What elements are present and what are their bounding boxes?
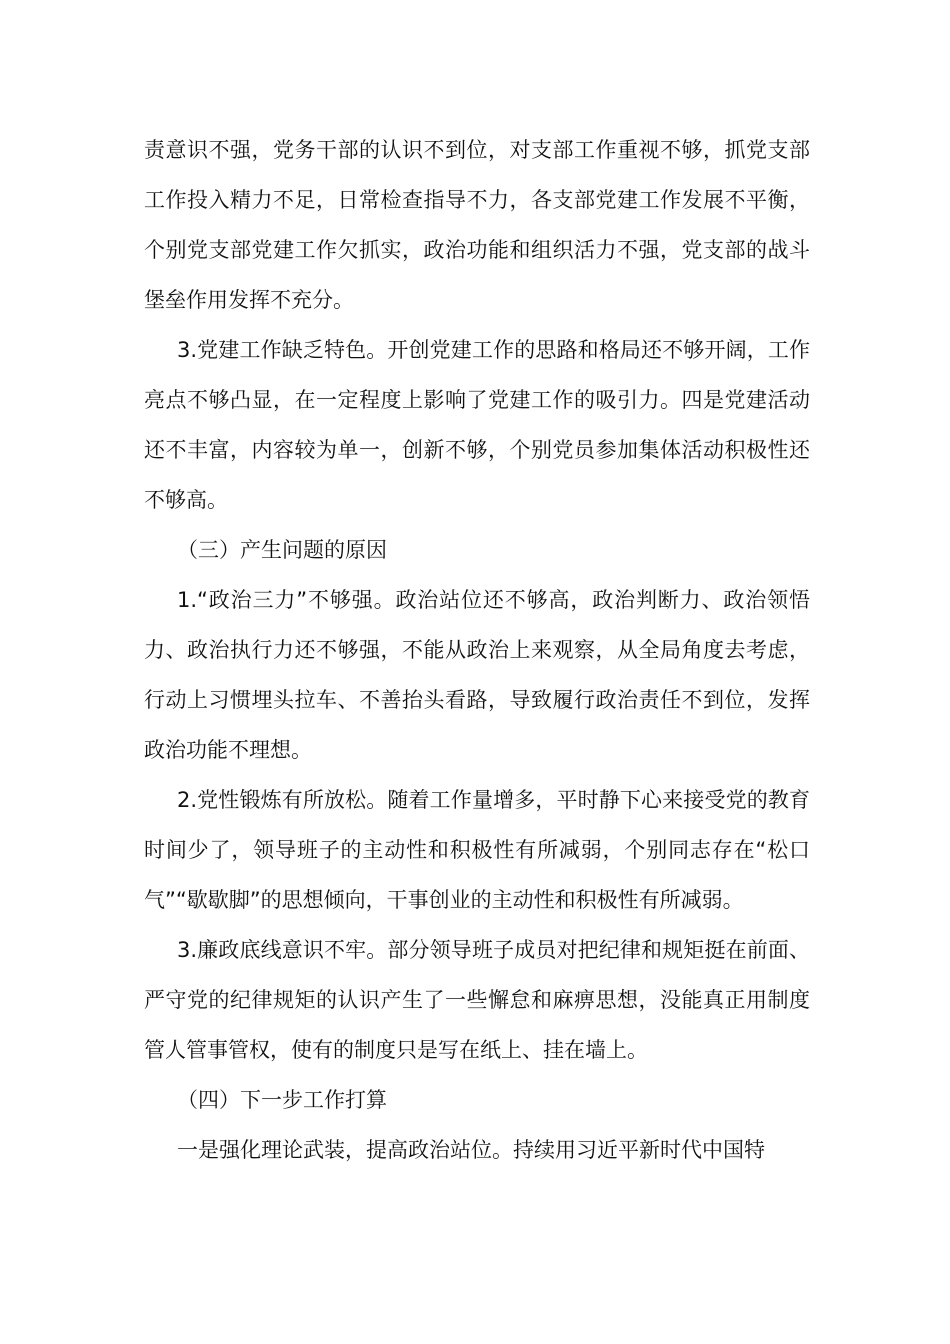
section-heading-3: （三）产生问题的原因 [177, 538, 387, 562]
paragraph-plan-1: 一是强化理论武装，提高政治站位。持续用习近平新时代中国特 [177, 1138, 765, 1162]
document-body [144, 125, 810, 1175]
paragraph-reason-1: 1.“政治三力”不够强。政治站位还不够高，政治判断力、政治领悟力、政治执行力还不够强，不能从政治上来观察，从全局角度去考虑，行动上习惯埋头拉车、不善抬头看路，导致履行政治责任不到位，发挥政治功能不理想。 [144, 588, 810, 762]
paragraph-reason-3: 3.廉政底线意识不牢。部分领导班子成员对把纪律和规矩挺在前面、严守党的纪律规矩的认识产生了一些懈怠和麻痹思想，没能真正用制度管人管事管权，使有的制度只是写在纸上、挂在墙上。 [144, 938, 810, 1062]
paragraph-reason-2: 2.党性锻炼有所放松。随着工作量增多，平时静下心来接受党的教育时间少了，领导班子的主动性和积极性有所减弱，个别同志存在“松口气”“歇歇脚”的思想倾向，干事创业的主动性和积极性有所减弱。 [144, 788, 810, 912]
paragraph-continuation: 责意识不强，党务干部的认识不到位，对支部工作重视不够，抓党支部工作投入精力不足，日常检查指导不力，各支部党建工作发展不平衡，个别党支部党建工作欠抓实，政治功能和组织活力不强，党支部的战斗堡垒作用发挥不充分。 [144, 138, 810, 312]
paragraph-point-3-party-building: 3.党建工作缺乏特色。开创党建工作的思路和格局还不够开阔，工作亮点不够凸显，在一定程度上影响了党建工作的吸引力。四是党建活动还不丰富，内容较为单一，创新不够，个别党员参加集体活动积极性还不够高。 [144, 338, 810, 512]
section-heading-4: （四）下一步工作打算 [177, 1088, 387, 1112]
